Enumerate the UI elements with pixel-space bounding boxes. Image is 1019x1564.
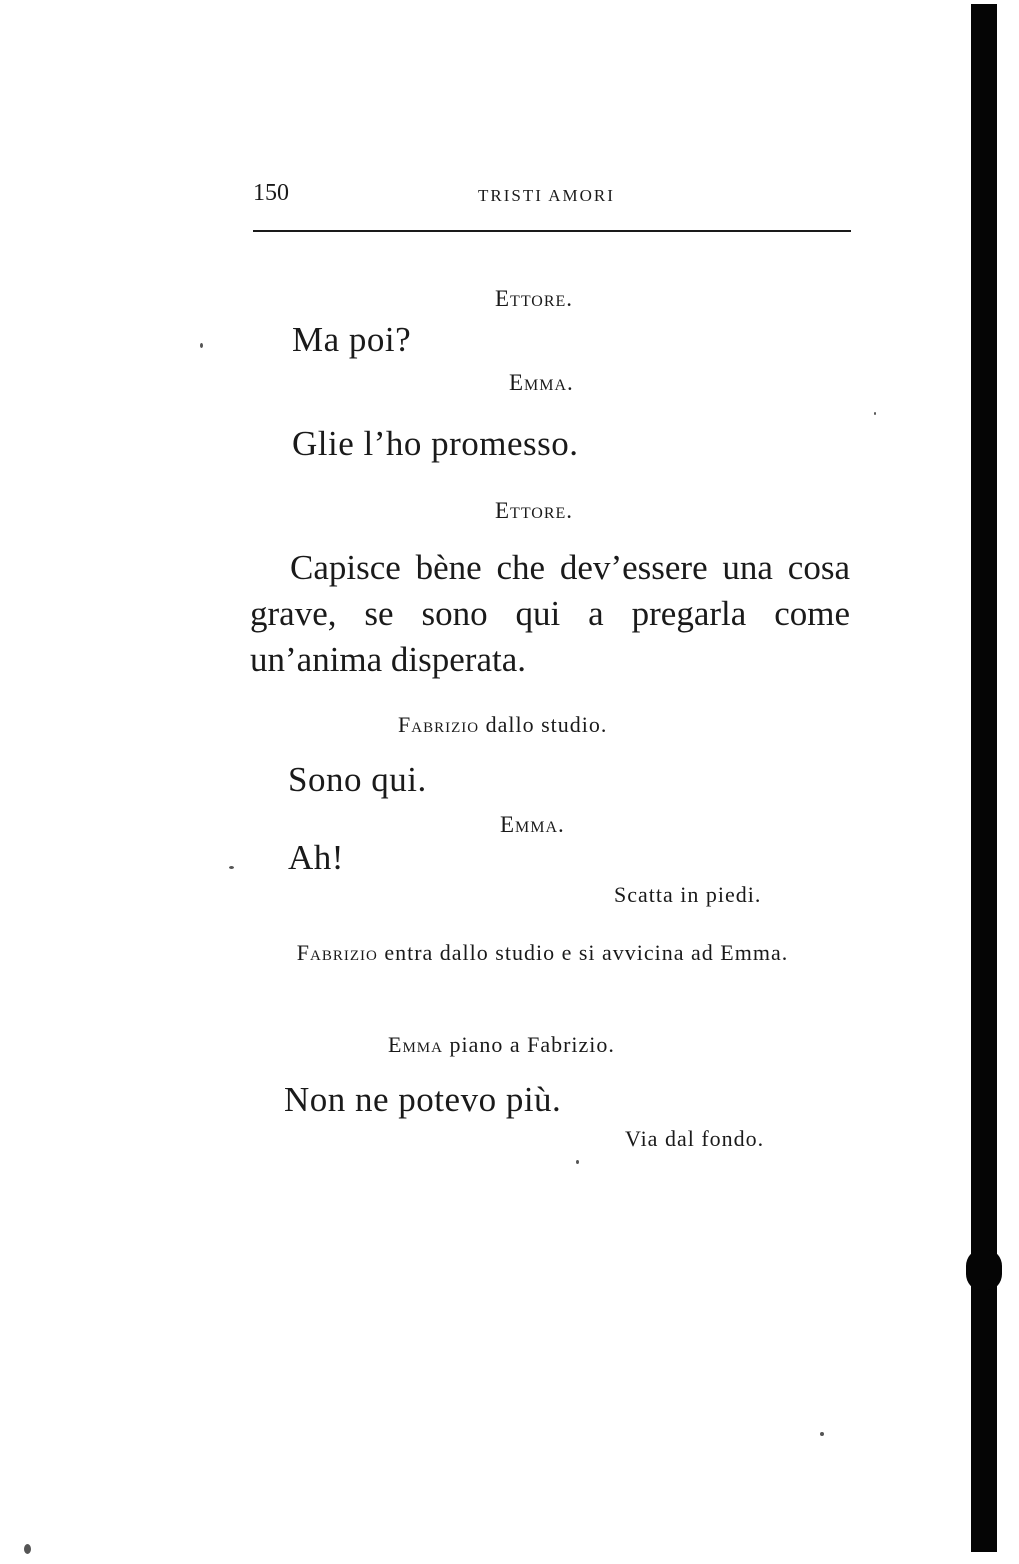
scan-speck bbox=[229, 866, 234, 869]
line-non-ne-potevo: Non ne potevo più. bbox=[284, 1080, 562, 1119]
stage-via-dal-fondo: Via dal fondo. bbox=[625, 1126, 765, 1151]
header-rule bbox=[253, 230, 851, 232]
page-spine-shadow bbox=[971, 4, 997, 1552]
scan-speck bbox=[576, 1160, 579, 1164]
stage-fabrizio-name: Fabrizio bbox=[296, 940, 378, 965]
direction-piano: piano a Fabrizio. bbox=[449, 1032, 615, 1057]
direction-dallo-studio: dallo studio. bbox=[485, 712, 608, 737]
line-ah: Ah! bbox=[288, 838, 344, 877]
speaker-emma-2: Emma. bbox=[500, 812, 565, 837]
page-number: 150 bbox=[253, 180, 289, 206]
scan-speck bbox=[200, 343, 203, 348]
running-title: TRISTI AMORI bbox=[478, 186, 615, 205]
scan-speck bbox=[820, 1432, 824, 1436]
speaker-fabrizio-line bbox=[398, 712, 607, 738]
scan-speck bbox=[24, 1544, 31, 1554]
stage-fabrizio-text: entra dallo studio e si avvicina ad Emma. bbox=[384, 940, 789, 965]
line-glie-promesso: Glie l’ho promesso. bbox=[292, 424, 579, 463]
speaker-emma-1: Emma. bbox=[509, 370, 574, 395]
speaker-emma-3: Emma bbox=[388, 1032, 443, 1057]
stage-fabrizio-entra bbox=[270, 936, 815, 969]
paragraph-capisce: Capisce bène che dev’essere una cosa grave, se sono qui a pregarla come un’anima disperata. bbox=[250, 548, 850, 679]
stage-scatta: Scatta in piedi. bbox=[614, 882, 762, 907]
speaker-ettore-2: Ettore. bbox=[495, 498, 574, 523]
line-sono-qui: Sono qui. bbox=[288, 760, 427, 799]
scan-speck bbox=[874, 412, 876, 415]
line-ma-poi: Ma poi? bbox=[292, 320, 412, 359]
speaker-ettore-1: Ettore. bbox=[495, 286, 574, 311]
speaker-fabrizio-1: Fabrizio bbox=[398, 712, 480, 737]
page-spine-notch bbox=[966, 1250, 1002, 1290]
speaker-emma-line bbox=[388, 1032, 615, 1058]
